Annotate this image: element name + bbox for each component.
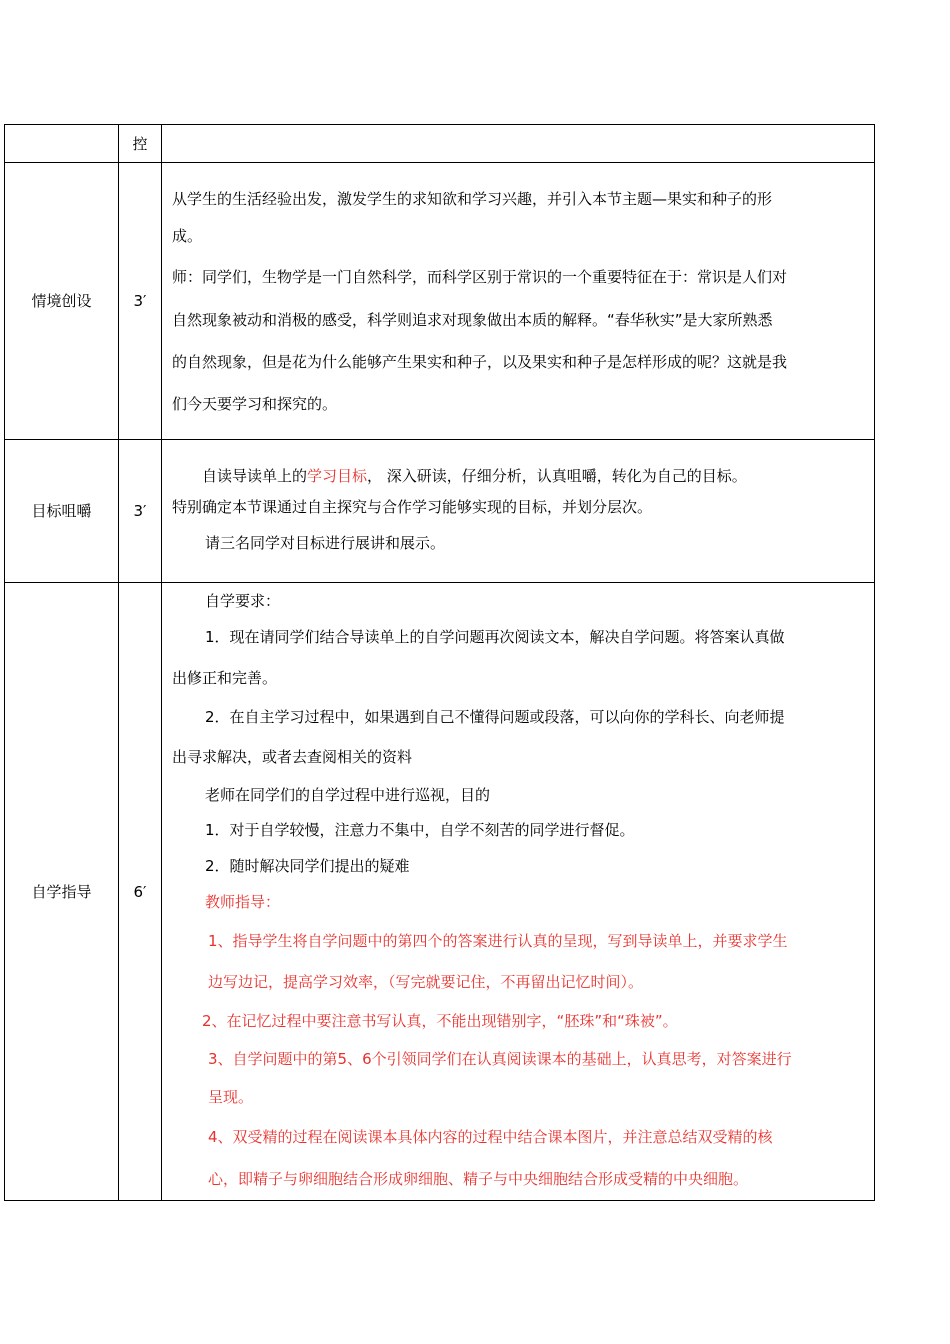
guide-line: 边写边记，提高学习效率，（写完就要记住，不再留出记忆时间）。 (208, 973, 644, 991)
guide-line: 2、在记忆过程中要注意书写认真，不能出现错别字，“胚珠”和“珠被”。 (202, 1012, 678, 1030)
paragraph-line: 自学要求： (205, 592, 281, 610)
learning-goal-highlight: 学习目标 (307, 467, 368, 485)
paragraph-line: 2．在自主学习过程中，如果遇到自己不懂得问题或段落，可以向你的学科长、向老师提 (205, 708, 785, 726)
paragraph-line: 特别确定本节课通过自主探究与合作学习能够实现的目标，并划分层次。 (172, 498, 653, 516)
paragraph-line: 们今天要学习和探究的。 (172, 394, 338, 413)
guide-line: 1、指导学生将自学问题中的第四个的答案进行认真的呈现，写到导读单上，并要求学生 (208, 932, 788, 950)
table-row (5, 440, 875, 583)
teacher-guide-title: 教师指导： (205, 893, 281, 911)
paragraph-line: 出寻求解决，或者去查阅相关的资料 (172, 748, 413, 766)
table-row (5, 125, 875, 163)
table-row (5, 163, 875, 440)
paragraph-line: 从学生的生活经验出发，激发学生的求知欲和学习兴趣，并引入本节主题—果实和种子的形 (172, 189, 773, 208)
stage-cell (5, 125, 119, 163)
paragraph-line: 老师在同学们的自学过程中进行巡视，目的 (205, 786, 491, 804)
text-run: 自读导读单上的 (202, 467, 308, 485)
guide-line: 呈现。 (208, 1088, 254, 1106)
lesson-plan-table (4, 124, 875, 1201)
guide-line: 3、自学问题中的第5、6个引领同学们在认真阅读课本的基础上，认真思考，对答案进行 (208, 1050, 792, 1068)
paragraph-line: 师：同学们，生物学是一门自然科学，而科学区别于常识的一个重要特征在于：常识是人们对 (172, 267, 788, 286)
paragraph-line: 请三名同学对目标进行展讲和展示。 (205, 534, 446, 552)
paragraph-line: 2．随时解决同学们提出的疑难 (205, 857, 410, 875)
time-cell: 3′ (119, 163, 162, 440)
content-cell (162, 583, 875, 1201)
content-cell (162, 440, 875, 583)
paragraph-line: 成。 (172, 226, 203, 245)
stage-cell: 自学指导 (5, 583, 119, 1201)
paragraph-line: 1．对于自学较慢，注意力不集中，自学不刻苦的同学进行督促。 (205, 821, 635, 839)
guide-line: 4、双受精的过程在阅读课本具体内容的过程中结合课本图片，并注意总结双受精的核 (208, 1128, 773, 1146)
paragraph-line: 的自然现象，但是花为什么能够产生果实和种子，以及果实和种子是怎样形成的呢？这就是我 (172, 352, 788, 371)
text-run: ， 深入研读，仔细分析，认真咀嚼，转化为自己的目标。 (367, 467, 747, 485)
content-cell (162, 163, 875, 440)
stage-cell: 情境创设 (5, 163, 119, 440)
paragraph-line: 自然现象被动和消极的感受，科学则追求对现象做出本质的解释。“春华秋实”是大家所熟悉 (172, 310, 773, 329)
time-cell: 控 (119, 125, 162, 163)
paragraph-line (172, 462, 864, 490)
table-row (5, 583, 875, 1201)
stage-cell: 目标咀嚼 (5, 440, 119, 583)
paragraph-line: 1．现在请同学们结合导读单上的自学问题再次阅读文本，解决自学问题。将答案认真做 (205, 628, 785, 646)
guide-line: 心，即精子与卵细胞结合形成卵细胞、精子与中央细胞结合形成受精的中央细胞。 (208, 1170, 749, 1188)
time-cell: 6′ (119, 583, 162, 1201)
content-cell (162, 125, 875, 163)
time-cell: 3′ (119, 440, 162, 583)
paragraph-line: 出修正和完善。 (172, 669, 278, 687)
